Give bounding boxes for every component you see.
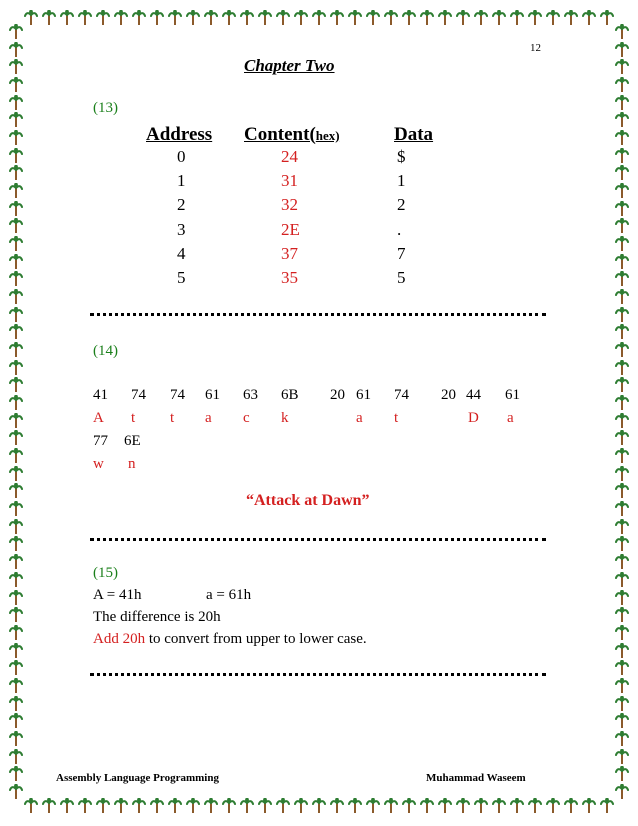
conversion-highlight: Add 20h: [93, 631, 146, 647]
palm-tree-icon: [615, 430, 629, 446]
palm-tree-icon: [615, 218, 629, 234]
palm-tree-icon: [615, 324, 629, 340]
palm-tree-icon: [582, 798, 596, 814]
palm-tree-icon: [9, 377, 23, 393]
palm-tree-icon: [615, 95, 629, 111]
palm-tree-icon: [96, 798, 110, 814]
palm-tree-icon: [186, 10, 200, 26]
palm-tree-icon: [9, 324, 23, 340]
palm-tree-icon: [60, 10, 74, 26]
palm-tree-icon: [276, 10, 290, 26]
palm-tree-icon: [615, 713, 629, 729]
palm-tree-icon: [258, 10, 272, 26]
ascii-char: c: [243, 410, 250, 426]
palm-tree-icon: [615, 519, 629, 535]
content-cell: 35: [281, 268, 298, 287]
palm-tree-icon: [420, 798, 434, 814]
palm-tree-icon: [9, 483, 23, 499]
palm-tree-icon: [9, 236, 23, 252]
palm-tree-icon: [615, 643, 629, 659]
palm-tree-icon: [294, 798, 308, 814]
content-cell: 24: [281, 147, 298, 166]
palm-tree-icon: [9, 466, 23, 482]
palm-tree-icon: [615, 77, 629, 93]
palm-tree-icon: [615, 501, 629, 517]
palm-tree-icon: [204, 10, 218, 26]
palm-tree-icon: [615, 395, 629, 411]
palm-tree-icon: [615, 448, 629, 464]
palm-tree-icon: [9, 271, 23, 287]
footer-course-title: Assembly Language Programming: [56, 772, 219, 784]
palm-tree-icon: [456, 798, 470, 814]
chapter-title: Chapter Two: [244, 56, 335, 75]
palm-tree-icon: [546, 798, 560, 814]
palm-tree-icon: [600, 798, 614, 814]
hex-byte: 74: [394, 387, 409, 403]
content-header-main: Content(: [244, 124, 316, 145]
palm-tree-icon: [615, 254, 629, 270]
palm-tree-icon: [615, 183, 629, 199]
palm-tree-icon: [60, 798, 74, 814]
palm-tree-icon: [564, 798, 578, 814]
lowercase-a-value: a = 61h: [206, 587, 252, 603]
palm-tree-icon: [42, 10, 56, 26]
data-cell: .: [397, 220, 402, 239]
palm-tree-icon: [615, 130, 629, 146]
palm-tree-icon: [615, 536, 629, 552]
palm-tree-icon: [366, 10, 380, 26]
palm-tree-icon: [9, 660, 23, 676]
content-header-unit: hex): [315, 128, 340, 143]
palm-tree-icon: [9, 42, 23, 58]
address-cell: 3: [177, 220, 186, 239]
hex-byte: 61: [356, 387, 371, 403]
palm-tree-icon: [615, 766, 629, 782]
palm-tree-icon: [9, 307, 23, 323]
palm-tree-icon: [615, 236, 629, 252]
palm-tree-icon: [9, 766, 23, 782]
palm-tree-icon: [615, 572, 629, 588]
palm-tree-icon: [168, 10, 182, 26]
palm-tree-icon: [9, 448, 23, 464]
palm-tree-icon: [615, 165, 629, 181]
data-cell: 7: [397, 244, 406, 263]
palm-tree-icon: [9, 731, 23, 747]
palm-tree-icon: [9, 95, 23, 111]
question-13-label: (13): [93, 100, 118, 116]
palm-tree-icon: [615, 360, 629, 376]
palm-tree-icon: [9, 130, 23, 146]
palm-tree-icon: [9, 749, 23, 765]
data-cell: 5: [397, 268, 406, 287]
hex-byte: 61: [505, 387, 520, 403]
ascii-char: k: [281, 410, 289, 426]
palm-tree-icon: [9, 572, 23, 588]
dotted-separator: [90, 673, 546, 676]
palm-tree-icon: [615, 42, 629, 58]
palm-tree-icon: [24, 10, 38, 26]
palm-tree-icon: [186, 798, 200, 814]
ascii-char: A: [93, 410, 104, 426]
palm-tree-icon: [384, 798, 398, 814]
palm-tree-icon: [492, 798, 506, 814]
palm-tree-icon: [615, 271, 629, 287]
border-bottom: [24, 796, 614, 816]
page-number: 12: [530, 42, 541, 54]
palm-tree-icon: [114, 798, 128, 814]
palm-tree-icon: [42, 798, 56, 814]
data-cell: $: [397, 147, 406, 166]
palm-tree-icon: [615, 625, 629, 641]
hex-byte: 6E: [124, 433, 141, 449]
palm-tree-icon: [240, 10, 254, 26]
palm-tree-icon: [9, 148, 23, 164]
hex-byte: 74: [170, 387, 185, 403]
hex-byte: 63: [243, 387, 258, 403]
palm-tree-icon: [528, 798, 542, 814]
palm-tree-icon: [615, 201, 629, 217]
palm-tree-icon: [9, 201, 23, 217]
decoded-message: “Attack at Dawn”: [246, 492, 370, 509]
palm-tree-icon: [564, 10, 578, 26]
palm-tree-icon: [9, 536, 23, 552]
palm-tree-icon: [9, 607, 23, 623]
palm-tree-icon: [9, 519, 23, 535]
palm-tree-icon: [366, 798, 380, 814]
palm-tree-icon: [9, 59, 23, 75]
palm-tree-icon: [615, 377, 629, 393]
question-15-label: (15): [93, 565, 118, 581]
palm-tree-icon: [78, 798, 92, 814]
palm-tree-icon: [546, 10, 560, 26]
ascii-char: t: [394, 410, 399, 426]
palm-tree-icon: [9, 395, 23, 411]
palm-tree-icon: [615, 59, 629, 75]
palm-tree-icon: [276, 798, 290, 814]
palm-tree-icon: [615, 554, 629, 570]
palm-tree-icon: [615, 483, 629, 499]
conversion-line: [93, 631, 367, 648]
dotted-separator: [90, 538, 546, 541]
palm-tree-icon: [9, 430, 23, 446]
palm-tree-icon: [615, 607, 629, 623]
data-header: Data: [394, 124, 434, 145]
palm-tree-icon: [615, 784, 629, 800]
palm-tree-icon: [132, 798, 146, 814]
palm-tree-icon: [240, 798, 254, 814]
palm-tree-icon: [348, 10, 362, 26]
palm-tree-icon: [9, 554, 23, 570]
palm-tree-icon: [348, 798, 362, 814]
palm-tree-icon: [615, 466, 629, 482]
palm-tree-icon: [9, 696, 23, 712]
palm-tree-icon: [9, 713, 23, 729]
palm-tree-icon: [312, 10, 326, 26]
palm-tree-icon: [168, 798, 182, 814]
palm-tree-icon: [438, 798, 452, 814]
palm-tree-icon: [9, 342, 23, 358]
palm-tree-icon: [9, 218, 23, 234]
address-cell: 0: [177, 147, 186, 166]
ascii-char: a: [205, 410, 212, 426]
palm-tree-icon: [615, 749, 629, 765]
palm-tree-icon: [615, 112, 629, 128]
uppercase-a-value: A = 41h: [93, 587, 142, 603]
hex-byte: 74: [131, 387, 146, 403]
address-cell: 2: [177, 195, 186, 214]
dotted-separator: [90, 313, 546, 316]
palm-tree-icon: [9, 165, 23, 181]
ascii-char: a: [356, 410, 363, 426]
ascii-char: w: [93, 456, 104, 472]
palm-tree-icon: [615, 731, 629, 747]
palm-tree-icon: [9, 254, 23, 270]
palm-tree-icon: [492, 10, 506, 26]
palm-tree-icon: [9, 413, 23, 429]
hex-byte: 61: [205, 387, 220, 403]
palm-tree-icon: [615, 148, 629, 164]
address-cell: 4: [177, 244, 186, 263]
palm-tree-icon: [402, 10, 416, 26]
palm-tree-icon: [438, 10, 452, 26]
palm-tree-icon: [9, 784, 23, 800]
ascii-char: t: [170, 410, 175, 426]
hex-byte: 77: [93, 433, 108, 449]
question-14-label: (14): [93, 343, 118, 359]
palm-tree-icon: [402, 798, 416, 814]
palm-tree-icon: [9, 77, 23, 93]
hex-byte: 41: [93, 387, 108, 403]
palm-tree-icon: [150, 798, 164, 814]
content-cell: 2E: [281, 220, 300, 239]
palm-tree-icon: [330, 10, 344, 26]
palm-tree-icon: [96, 10, 110, 26]
palm-tree-icon: [510, 10, 524, 26]
address-cell: 5: [177, 268, 186, 287]
palm-tree-icon: [474, 10, 488, 26]
palm-tree-icon: [294, 10, 308, 26]
content-header: [244, 124, 340, 146]
palm-tree-icon: [456, 10, 470, 26]
palm-tree-icon: [9, 24, 23, 40]
palm-tree-icon: [312, 798, 326, 814]
data-cell: 2: [397, 195, 406, 214]
palm-tree-icon: [615, 590, 629, 606]
content-cell: 32: [281, 195, 298, 214]
ascii-char: a: [507, 410, 514, 426]
palm-tree-icon: [9, 643, 23, 659]
palm-tree-icon: [330, 798, 344, 814]
difference-line: The difference is 20h: [93, 609, 221, 625]
palm-tree-icon: [9, 590, 23, 606]
palm-tree-icon: [384, 10, 398, 26]
palm-tree-icon: [582, 10, 596, 26]
palm-tree-icon: [9, 112, 23, 128]
palm-tree-icon: [615, 289, 629, 305]
ascii-char: D: [468, 410, 479, 426]
palm-tree-icon: [510, 798, 524, 814]
address-cell: 1: [177, 171, 186, 190]
ascii-char: n: [128, 456, 136, 472]
palm-tree-icon: [528, 10, 542, 26]
palm-tree-icon: [24, 798, 38, 814]
palm-tree-icon: [204, 798, 218, 814]
content-cell: 37: [281, 244, 298, 263]
palm-tree-icon: [9, 289, 23, 305]
border-left: [6, 24, 26, 800]
palm-tree-icon: [222, 10, 236, 26]
palm-tree-icon: [474, 798, 488, 814]
palm-tree-icon: [420, 10, 434, 26]
palm-tree-icon: [615, 696, 629, 712]
palm-tree-icon: [615, 660, 629, 676]
palm-tree-icon: [114, 10, 128, 26]
footer-author: Muhammad Waseem: [426, 772, 526, 784]
palm-tree-icon: [615, 307, 629, 323]
palm-tree-icon: [78, 10, 92, 26]
palm-tree-icon: [150, 10, 164, 26]
hex-byte: 20: [441, 387, 456, 403]
address-header: Address: [146, 124, 213, 145]
palm-tree-icon: [615, 678, 629, 694]
palm-tree-icon: [258, 798, 272, 814]
palm-tree-icon: [132, 10, 146, 26]
palm-tree-icon: [615, 342, 629, 358]
palm-tree-icon: [9, 678, 23, 694]
content-cell: 31: [281, 171, 298, 190]
palm-tree-icon: [9, 360, 23, 376]
hex-byte: 44: [466, 387, 481, 403]
border-top: [24, 8, 614, 28]
hex-byte: 6B: [281, 387, 299, 403]
palm-tree-icon: [9, 183, 23, 199]
palm-tree-icon: [9, 625, 23, 641]
ascii-char: t: [131, 410, 136, 426]
palm-tree-icon: [222, 798, 236, 814]
palm-tree-icon: [9, 501, 23, 517]
hex-byte: 20: [330, 387, 345, 403]
palm-tree-icon: [615, 413, 629, 429]
palm-tree-icon: [615, 24, 629, 40]
border-right: [612, 24, 632, 800]
data-cell: 1: [397, 171, 406, 190]
conversion-rest: to convert from upper to lower case.: [145, 631, 367, 647]
